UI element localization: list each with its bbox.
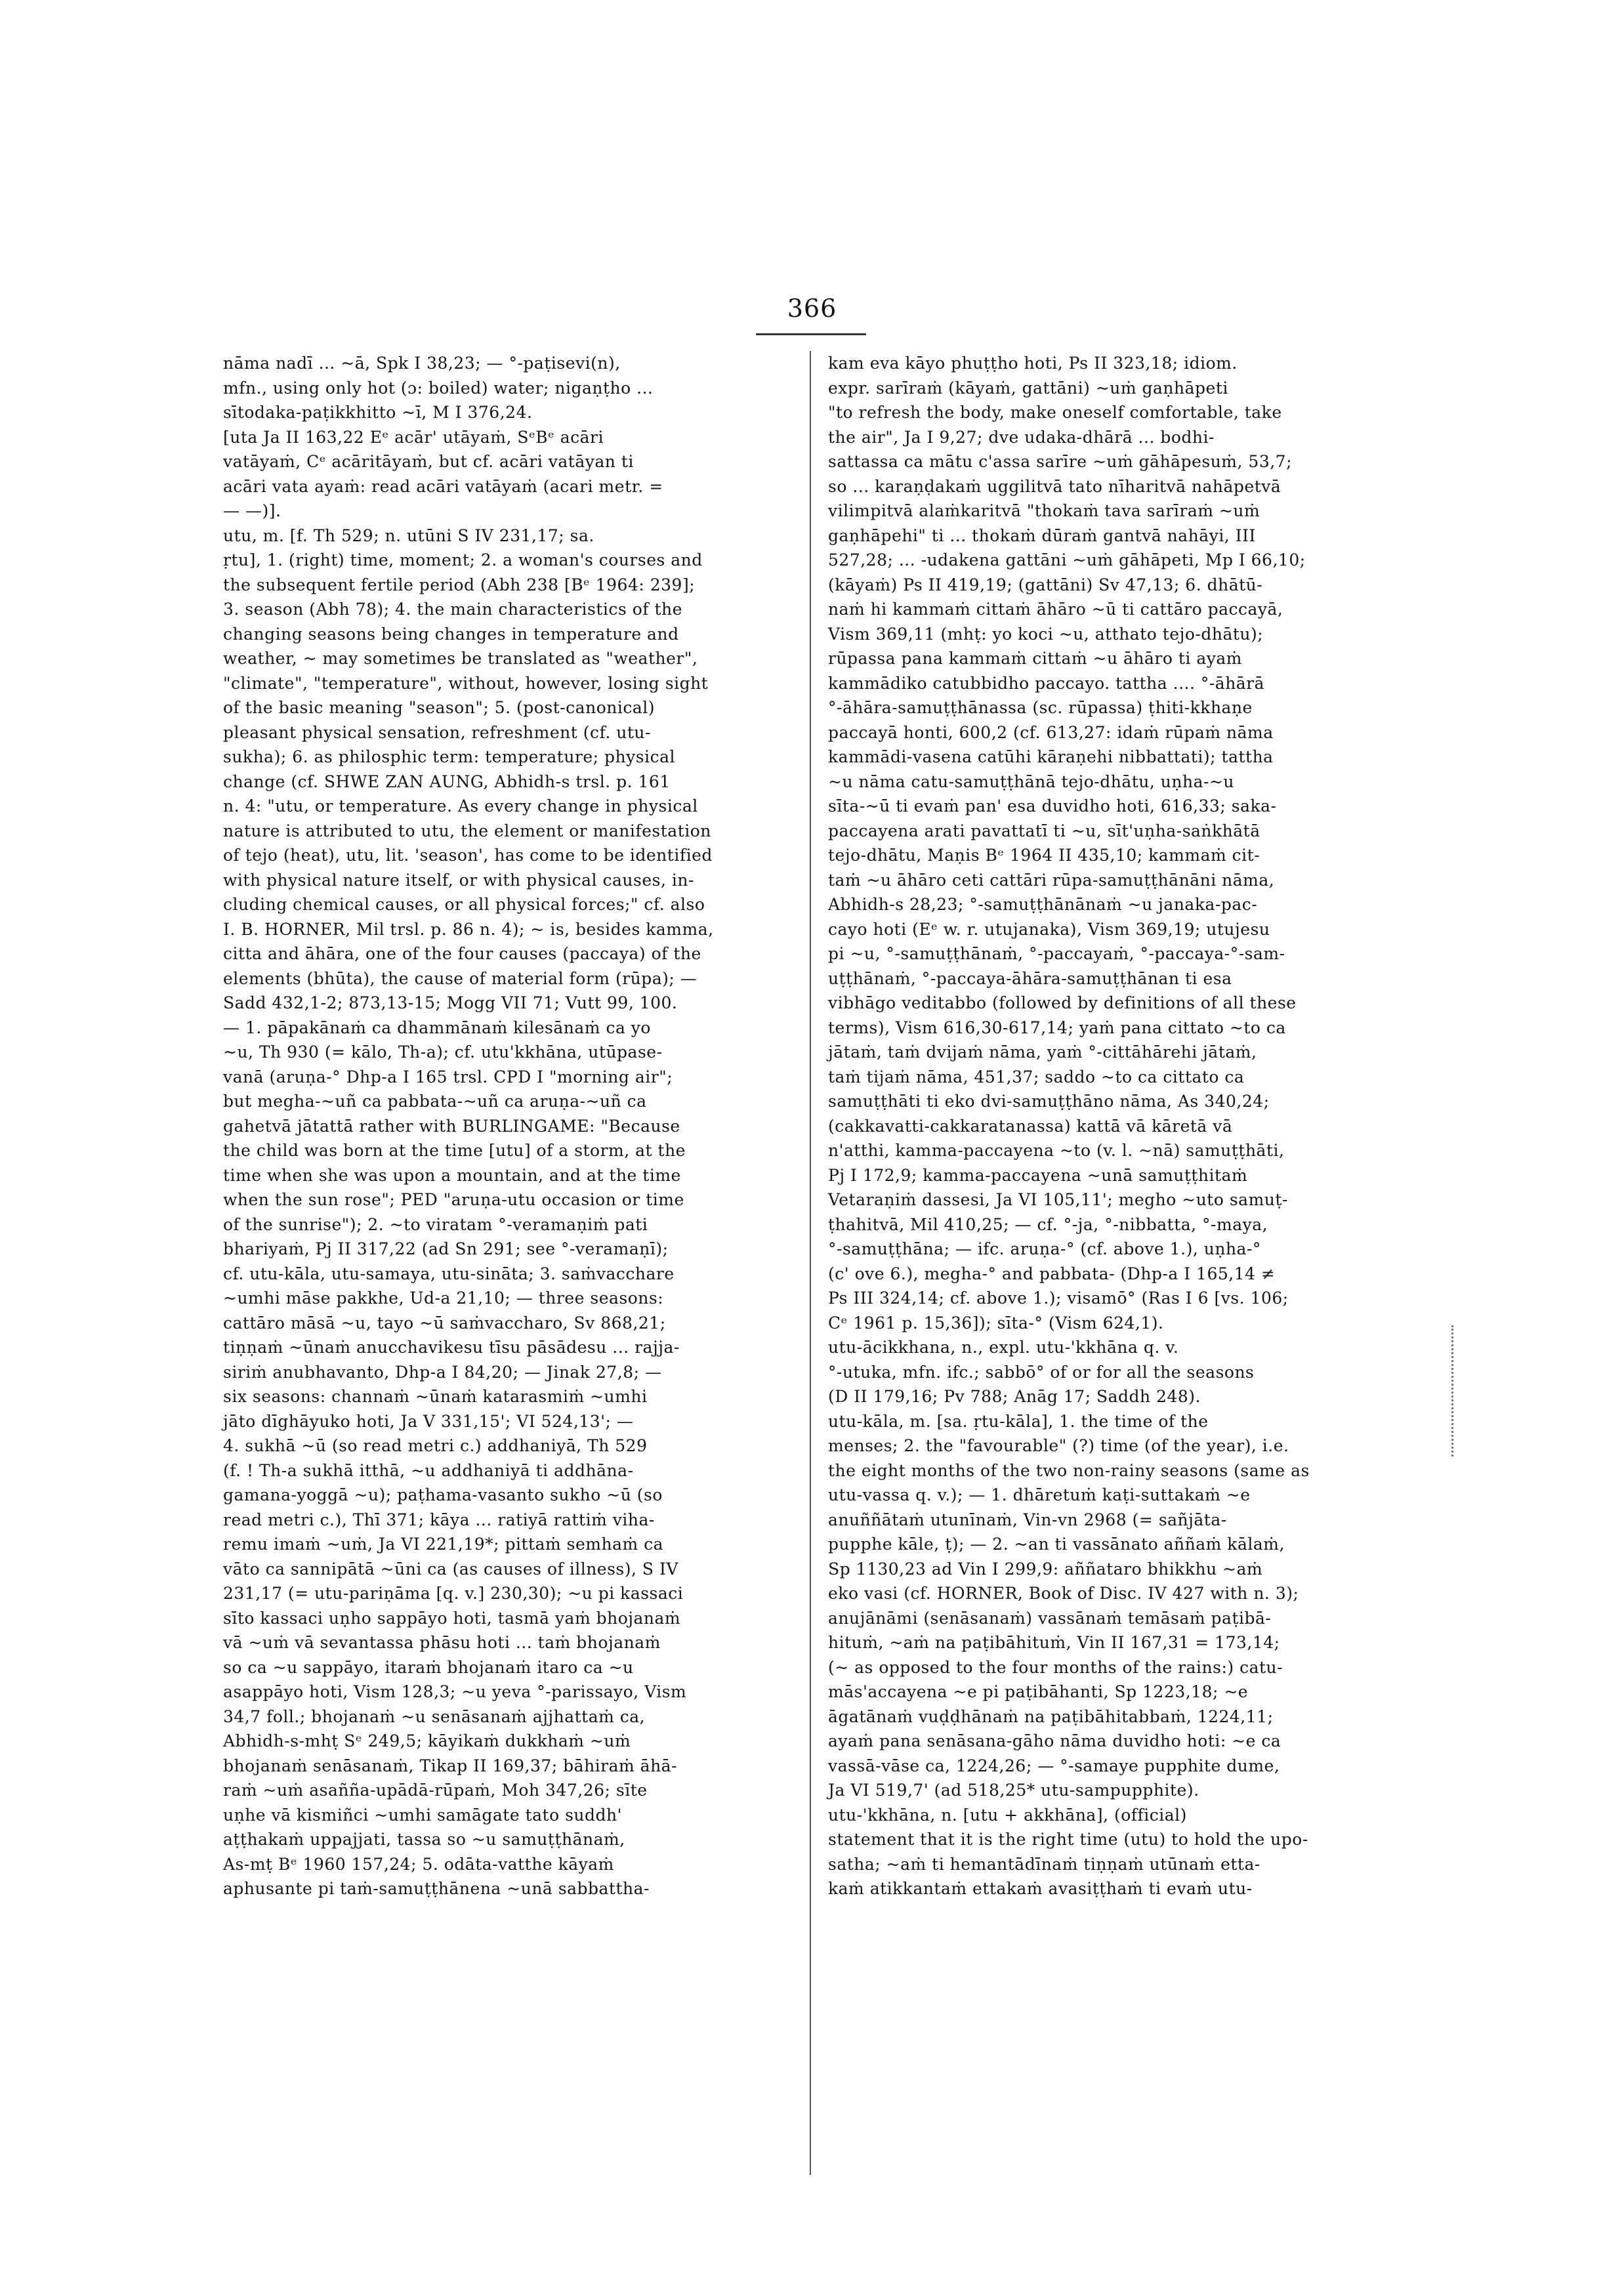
text-line: cayo hoti (Eᵉ w. r. utujanaka), Vism 369,19; utujesu — [828, 919, 1270, 939]
text-line: of the basic meaning "season"; 5. (post-canonical) — [223, 698, 655, 717]
text-line: ayaṁ pana senāsana-gāho nāma duvidho hoti: ~e ca — [828, 1731, 1281, 1750]
text-line: cluding chemical causes, or all physical forces;" cf. also — [223, 895, 705, 914]
text-line: 34,7 foll.; bhojanaṁ ~u senāsanaṁ ajjhattaṁ ca, — [223, 1706, 646, 1726]
text-line: ~u nāma catu-samuṭṭhānā tejo-dhātu, uṇha-~u — [828, 772, 1234, 791]
text-line: eko vasi (cf. HORNER, Book of Disc. IV 427 with n. 3); — [828, 1584, 1299, 1603]
text-line: °-utuka, mfn. ifc.; sabbō° of or for all the seasons — [828, 1362, 1255, 1382]
text-line: sukha); 6. as philosphic term: temperature; physical — [223, 747, 676, 766]
text-line: satha; ~aṁ ti hemantādīnaṁ tiṇṇaṁ utūnaṁ etta- — [828, 1854, 1260, 1874]
text-line: naṁ hi kammaṁ cittaṁ āhāro ~ū ti cattāro paccayā, — [828, 600, 1283, 619]
text-line: utu-ācikkhana, n., expl. utu-'kkhāna q. v. — [828, 1338, 1179, 1357]
page-number: 366 — [787, 294, 837, 323]
text-line: aṭṭhakaṁ uppajjati, tassa so ~u samuṭṭhānaṁ, — [223, 1830, 625, 1849]
text-line: kammādi-vasena catūhi kāraṇehi nibbattati); tattha — [828, 747, 1274, 766]
text-line: 4. sukhā ~ū (so read metri c.) addhaniyā, Th 529 — [223, 1436, 648, 1455]
text-line: vanā (aruṇa-° Dhp-a I 165 trsl. CPD I "morning air"; — [223, 1067, 673, 1086]
text-line: Sadd 432,1-2; 873,13-15; Mogg VII 71; Vutt 99, 100. — [223, 993, 678, 1012]
text-line: terms), Vism 616,30-617,14; yaṁ pana cittato ~to ca — [828, 1018, 1286, 1037]
text-line: ~u, Th 930 (= kālo, Th-a); cf. utu'kkhāna, utūpase- — [223, 1043, 663, 1062]
text-line: paccayā honti, 600,2 (cf. 613,27: idaṁ rūpaṁ nāma — [828, 722, 1274, 742]
text-line: taṁ tijaṁ nāma, 451,37; saddo ~to ca cittato ca — [828, 1067, 1245, 1086]
text-line: As-mṭ Bᵉ 1960 157,24; 5. odāta-vatthe kāyaṁ — [223, 1854, 614, 1874]
text-line: six seasons: channaṁ ~ūnaṁ katarasmiṁ ~umhi — [223, 1387, 648, 1406]
text-line: Sp 1130,23 ad Vin I 299,9: aññataro bhikkhu ~aṁ — [828, 1559, 1263, 1579]
left-column — [223, 351, 810, 2175]
text-line: ṛtu], 1. (right) time, moment; 2. a woman's courses and — [223, 550, 703, 569]
text-line: (kāyaṁ) Ps II 419,19; (gattāni) Sv 47,13; 6. dhātū- — [828, 575, 1263, 594]
text-line: so ... karaṇḍakaṁ uggilitvā tato nīharitvā nahāpetvā — [828, 476, 1281, 496]
text-line: uṭṭhānaṁ, °-paccaya-āhāra-samuṭṭhānan ti esa — [828, 968, 1232, 988]
margin-mark — [1451, 1325, 1455, 1457]
text-line: Pj I 172,9; kamma-paccayena ~unā samuṭṭhitaṁ — [828, 1165, 1248, 1185]
text-line: jāto dīghāyuko hoti, Ja V 331,15'; VI 524,13'; — — [223, 1411, 634, 1431]
text-line: elements (bhūta), the cause of material form (rūpa); — — [223, 968, 697, 988]
text-line: mās'accayena ~e pi paṭibāhanti, Sp 1223,18; ~e — [828, 1682, 1249, 1701]
text-line: °-āhāra-samuṭṭhānassa (sc. rūpassa) ṭhiti-kkhaṇe — [828, 698, 1253, 717]
text-line: cattāro māsā ~u, tayo ~ū saṁvaccharo, Sv 868,21; — [223, 1313, 666, 1333]
text-line: expr. sarīraṁ (kāyaṁ, gattāni) ~uṁ gaṇhāpeti — [828, 378, 1228, 398]
text-line: pupphe kāle, ṭ); — 2. ~an ti vassānato aññaṁ kālaṁ, — [828, 1535, 1285, 1554]
text-line: (f. ! Th-a sukhā itthā, ~u addhaniyā ti addhāna- — [223, 1460, 634, 1480]
text-line: sattassa ca mātu c'assa sarīre ~uṁ gāhāpesuṁ, 53,7; — [828, 452, 1292, 471]
text-line: statement that it is the right time (utu) to hold the upo- — [828, 1830, 1308, 1849]
text-line: Ja VI 519,7' (ad 518,25* utu-sampupphite). — [828, 1781, 1199, 1800]
text-line: Vetaraṇiṁ dassesi, Ja VI 105,11'; megho ~uto samuṭ- — [828, 1190, 1288, 1209]
text-line: rūpassa pana kammaṁ cittaṁ ~u āhāro ti ayaṁ — [828, 649, 1242, 668]
text-line: anujānāmi (senāsanaṁ) vassānaṁ temāsaṁ paṭibā- — [828, 1608, 1272, 1628]
text-line: but megha-~uñ ca pabbata-~uñ ca aruṇa-~uñ ca — [223, 1092, 647, 1111]
text-line: changing seasons being changes in temperature and — [223, 624, 679, 644]
text-line: bhariyaṁ, Pj II 317,22 (ad Sn 291; see °-veramaṇī); — [223, 1239, 669, 1258]
text-line: vassā-vāse ca, 1224,26; — °-samaye pupphite dume, — [828, 1756, 1280, 1775]
text-line: (cakkavatti-cakkaratanassa) kattā vā kāretā vā — [828, 1116, 1233, 1136]
text-line: Vism 369,11 (mhṭ: yo koci ~u, atthato tejo-dhātu); — [828, 624, 1264, 644]
text-line: "climate", "temperature", without, however, losing sight — [223, 673, 709, 693]
text-line: with physical nature itself, or with physical causes, in- — [223, 870, 694, 890]
right-column — [828, 351, 1415, 1898]
text-line: utu-'kkhāna, n. [utu + akkhāna], (official) — [828, 1805, 1187, 1825]
text-line: n'atthi, kamma-paccayena ~to (v. l. ~nā) samuṭṭhāti, — [828, 1141, 1285, 1160]
text-line: acāri vata ayaṁ: read acāri vatāyaṁ (acari metr. = — [223, 476, 663, 496]
text-line: Abhidh-s 28,23; °-samuṭṭhānānaṁ ~u janaka-pac- — [828, 895, 1258, 914]
text-line: nāma nadī ... ~ā, Spk I 38,23; — °-paṭisevi(n), — [223, 354, 621, 373]
text-line: pi ~u, °-samuṭṭhānaṁ, °-paccayaṁ, °-paccaya-°-sam- — [828, 944, 1285, 963]
text-line: gaṇhāpehi" ti ... thokaṁ dūraṁ gantvā nahāyi, III — [828, 526, 1256, 545]
column-divider — [810, 351, 811, 2175]
text-line: kaṁ atikkantaṁ ettakaṁ avasiṭṭhaṁ ti evaṁ utu- — [828, 1879, 1253, 1898]
text-line: pleasant physical sensation, refreshment (cf. utu- — [223, 722, 651, 742]
text-line: cf. utu-kāla, utu-samaya, utu-sināta; 3. saṁvacchare — [223, 1264, 675, 1283]
text-line: weather, ~ may sometimes be translated as "weather", — [223, 649, 698, 668]
text-line: ṭhahitvā, Mil 410,25; — cf. °-ja, °-nibbatta, °-maya, — [828, 1214, 1268, 1234]
text-line: vibhāgo veditabbo (followed by definitions of all these — [828, 993, 1297, 1012]
text-line: utu-vassa q. v.); — 1. dhāretuṁ kaṭi-suttakaṁ ~e — [828, 1485, 1251, 1504]
text-line: sīto kassaci uṇho sappāyo hoti, tasmā yaṁ bhojanaṁ — [223, 1608, 681, 1628]
text-line: gahetvā jātattā rather with BURLINGAME: "Because — [223, 1116, 680, 1136]
text-line: uṇhe vā kismiñci ~umhi samāgate tato suddh' — [223, 1805, 622, 1825]
text-line: the air", Ja I 9,27; dve udaka-dhārā ... bodhi- — [828, 427, 1215, 447]
text-line: kam eva kāyo phuṭṭho hoti, Ps II 323,18; idiom. — [828, 354, 1238, 373]
text-line: so ca ~u sappāyo, itaraṁ bhojanaṁ itaro ca ~u — [223, 1657, 634, 1677]
text-line: vāto ca sannipātā ~ūni ca (as causes of illness), S IV — [223, 1559, 678, 1579]
text-line: vatāyaṁ, Cᵉ acāritāyaṁ, but cf. acāri vatāyan ti — [223, 452, 634, 471]
text-line: bhojanaṁ senāsanaṁ, Tikap II 169,37; bāhiraṁ āhā- — [223, 1756, 678, 1775]
text-line: hituṁ, ~aṁ na paṭibāhituṁ, Vin II 167,31 = 173,14; — [828, 1633, 1280, 1652]
text-line: the subsequent fertile period (Abh 238 [Bᵉ 1964: 239]; — [223, 575, 696, 594]
text-line: utu, m. [f. Th 529; n. utūni S IV 231,17; sa. — [223, 526, 594, 545]
text-line: asappāyo hoti, Vism 128,3; ~u yeva °-parissayo, Vism — [223, 1682, 687, 1701]
text-line: read metri c.), Thī 371; kāya ... ratiyā rattiṁ viha- — [223, 1510, 655, 1529]
text-line: time when she was upon a mountain, and at the time — [223, 1165, 681, 1185]
text-line: paccayena arati pavattatī ti ~u, sīt'uṇha-saṅkhātā — [828, 821, 1260, 840]
text-line: raṁ ~uṁ asañña-upādā-rūpaṁ, Moh 347,26; sīte — [223, 1781, 648, 1800]
text-line: the child was born at the time [utu] of a storm, at the — [223, 1141, 686, 1160]
text-line: 231,17 (= utu-pariṇāma [q. v.] 230,30); ~u pi kassaci — [223, 1584, 684, 1603]
text-line: jātaṁ, taṁ dvijaṁ nāma, yaṁ °-cittāhārehi jātaṁ, — [828, 1043, 1257, 1062]
text-line: (D II 179,16; Pv 788; Anāg 17; Saddh 248). — [828, 1387, 1201, 1406]
text-line: anuññātaṁ utunīnaṁ, Vin-vn 2968 (= sañjāta- — [828, 1510, 1227, 1529]
text-line: mfn., using only hot (ɔ: boiled) water; nigaṇṭho ... — [223, 378, 654, 398]
text-line: remu imaṁ ~uṁ, Ja VI 221,19*; pittaṁ semhaṁ ca — [223, 1535, 664, 1554]
text-line: — —)]. — [223, 501, 281, 520]
text-line: when the sun rose"; PED "aruṇa-utu occasion or time — [223, 1190, 684, 1209]
text-line: Abhidh-s-mhṭ Sᵉ 249,5; kāyikaṁ dukkhaṁ ~uṁ — [223, 1731, 631, 1750]
text-line: gamana-yoggā ~u); paṭhama-vasanto sukho ~ū (so — [223, 1485, 663, 1504]
text-line: samuṭṭhāti ti eko dvi-samuṭṭhāno nāma, As 340,24; — [828, 1092, 1270, 1111]
text-line: aphusante pi taṁ-samuṭṭhānena ~unā sabbattha- — [223, 1879, 650, 1898]
text-line: of the sunrise"); 2. ~to viratam °-veramaṇiṁ pati — [223, 1214, 648, 1234]
text-line: siriṁ anubhavanto, Dhp-a I 84,20; — Jinak 27,8; — — [223, 1362, 662, 1382]
text-line: utu-kāla, m. [sa. ṛtu-kāla], 1. the time of the — [828, 1411, 1209, 1431]
text-line: nature is attributed to utu, the element or manifestation — [223, 821, 711, 840]
text-line: kammādiko catubbidho paccayo. tattha .... °-āhārā — [828, 673, 1265, 693]
text-line: taṁ ~u āhāro ceti cattāri rūpa-samuṭṭhānāni nāma, — [828, 870, 1275, 890]
text-line: [uta Ja II 163,22 Eᵉ acār' utāyaṁ, SᵉBᵉ acāri — [223, 427, 604, 447]
text-line: of tejo (heat), utu, lit. 'season', has come to be identified — [223, 846, 713, 865]
text-line: menses; 2. the "favourable" (?) time (of the year), i.e. — [828, 1436, 1289, 1455]
text-line: "to refresh the body, make oneself comfortable, take — [828, 403, 1282, 422]
text-line: 3. season (Abh 78); 4. the main characteristics of the — [223, 600, 682, 619]
text-line: citta and āhāra, one of the four causes (paccaya) of the — [223, 944, 701, 963]
text-line: °-samuṭṭhāna; — ifc. aruṇa-° (cf. above 1.), uṇha-° — [828, 1239, 1261, 1258]
text-line: sītodaka-paṭikkhitto ~ī, M I 376,24. — [223, 403, 533, 422]
text-line: vilimpitvā alaṁkaritvā "thokaṁ tava sarīraṁ ~uṁ — [828, 501, 1260, 520]
text-line: n. 4: "utu, or temperature. As every change in physical — [223, 796, 698, 816]
text-line: tejo-dhātu, Maṇis Bᵉ 1964 II 435,10; kammaṁ cit- — [828, 846, 1260, 865]
text-line: I. B. HORNER, Mil trsl. p. 86 n. 4); ~ is, besides kamma, — [223, 919, 714, 939]
text-line: 527,28; ... -udakena gattāni ~uṁ gāhāpeti, Mp I 66,10; — [828, 550, 1306, 569]
text-line: (c' ove 6.), megha-° and pabbata- (Dhp-a I 165,14 ≠ — [828, 1264, 1276, 1283]
text-line: Ps III 324,14; cf. above 1.); visamō° (Ras I 6 [vs. 106; — [828, 1289, 1289, 1308]
text-line: — 1. pāpakānaṁ ca dhammānaṁ kilesānaṁ ca yo — [223, 1018, 651, 1037]
text-line: āgatānaṁ vuḍḍhānaṁ na paṭibāhitabbaṁ, 1224,11; — [828, 1706, 1274, 1726]
text-line: Cᵉ 1961 p. 15,36]); sīta-° (Vism 624,1). — [828, 1313, 1164, 1333]
text-line: ~umhi māse pakkhe, Ud-a 21,10; — three seasons: — [223, 1289, 664, 1308]
text-line: vā ~uṁ vā sevantassa phāsu hoti ... taṁ bhojanaṁ — [223, 1633, 661, 1652]
text-line: sīta-~ū ti evaṁ pan' esa duvidho hoti, 616,33; saka- — [828, 796, 1277, 816]
text-line: (~ as opposed to the four months of the rains:) catu- — [828, 1657, 1283, 1677]
header-rule — [756, 333, 866, 335]
text-line: change (cf. SHWE ZAN AUNG, Abhidh-s trsl. p. 161 — [223, 772, 671, 791]
text-line: the eight months of the two non-rainy seasons (same as — [828, 1460, 1310, 1480]
text-line: tiṇṇaṁ ~ūnaṁ anucchavikesu tīsu pāsādesu ... rajja- — [223, 1338, 680, 1357]
